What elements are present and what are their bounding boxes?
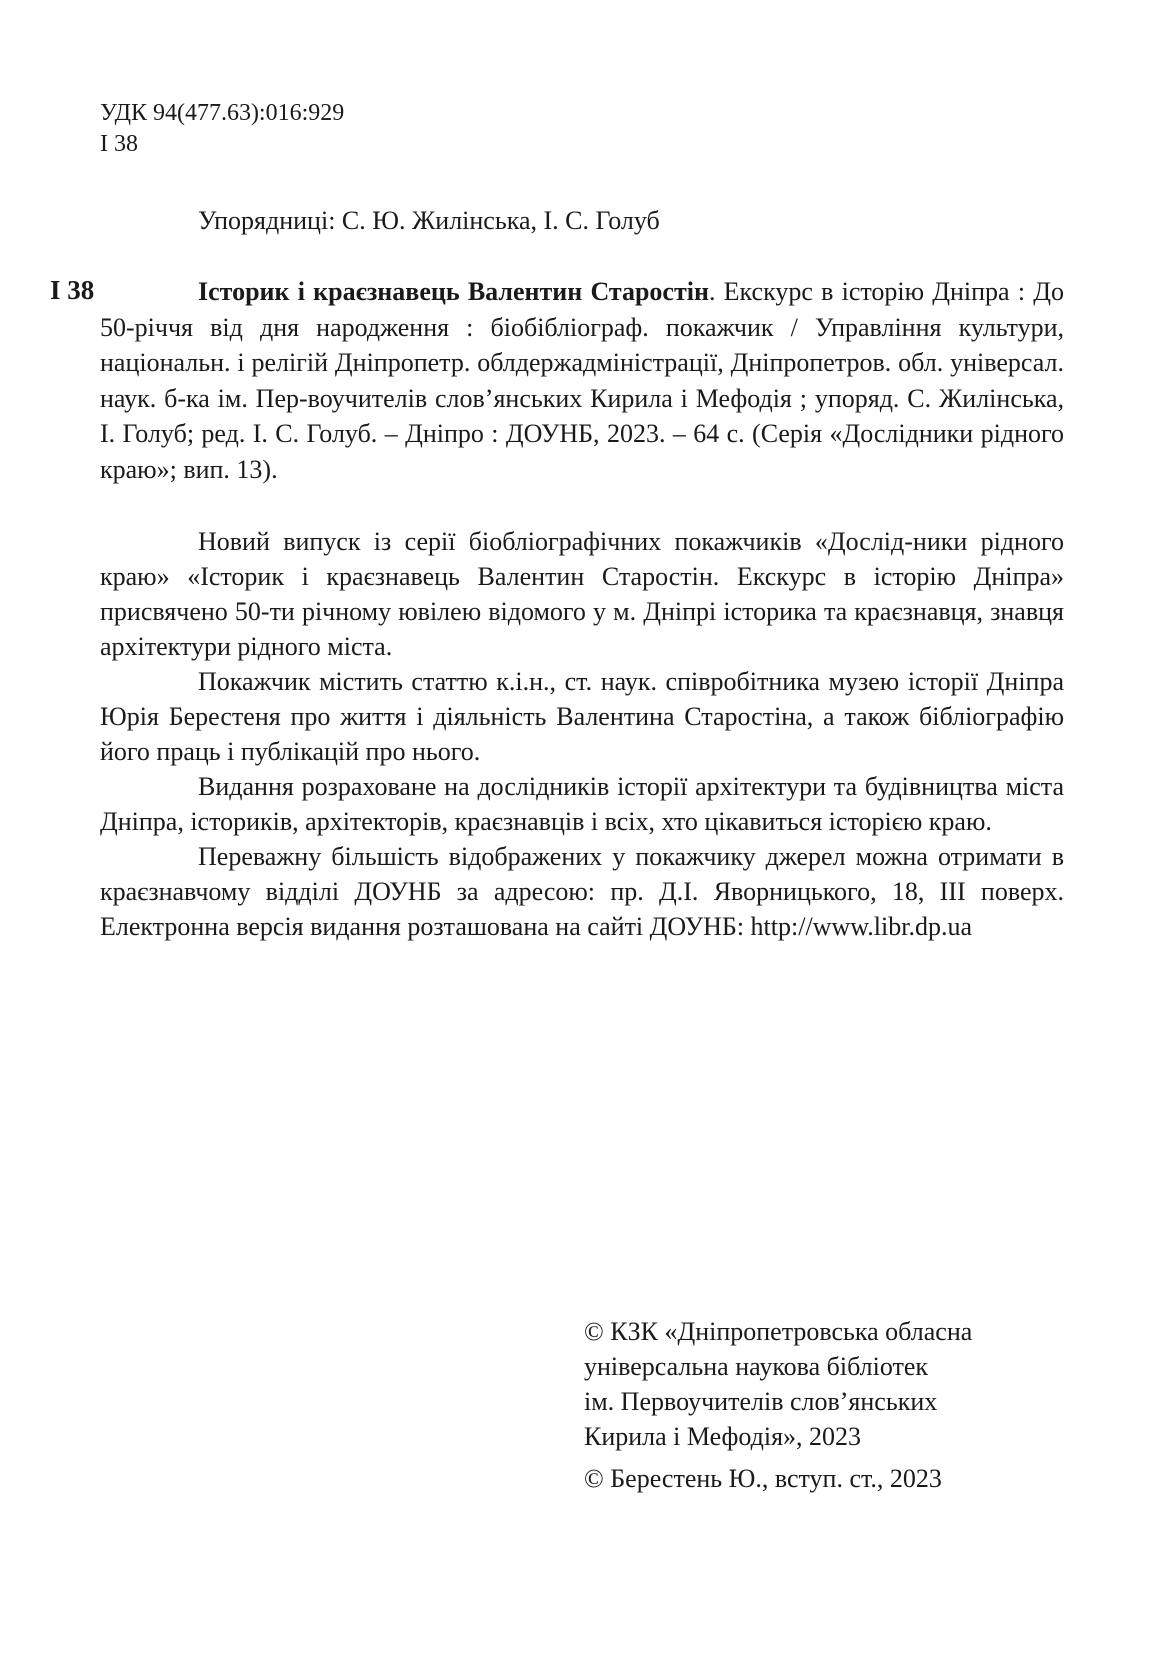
udc-block	[100, 98, 344, 160]
annotation-paragraph: Покажчик містить статтю к.і.н., ст. наук. співробітника музею історії Дніпра Юрія Берестеня про життя і діяльність Валентина Старостіна, а також бібліографію його праць і публікацій про нього.	[100, 667, 1064, 766]
udc-code: УДК 94(477.63):016:929	[100, 100, 345, 126]
bibliographic-record	[100, 274, 1064, 487]
record-title: Історик і краєзнавець Валентин Старостін	[198, 277, 709, 306]
annotation-paragraph: Новий випуск із серії біобліографічних покажчиків «Дослід-ники рідного краю» «Історик і краєзнавець Валентин Старостін. Екскурс в історію Дніпра» присвячено 50-ти річному ювілею відомого у м. Дніпрі історика та краєзнавця, знавця архітектури рідного міста.	[100, 527, 1064, 661]
compilers-line: Упорядниці: С. Ю. Жилінська, І. С. Голуб	[198, 206, 660, 235]
index-mark: І 38	[50, 275, 95, 305]
annotation	[100, 524, 1064, 944]
annotation-paragraph: Видання розраховане на дослідників історії архітектури та будівництва міста Дніпра, істориків, архітекторів, краєзнавців і всіх, хто цікавиться історією краю.	[100, 772, 1064, 836]
copyright-block	[584, 1314, 972, 1496]
copyright-library-line: універсальна наукова бібліотек	[584, 1352, 929, 1381]
copyright-author-line: © Берестень Ю., вступ. ст., 2023	[584, 1464, 942, 1493]
record-details: . Екскурс в історію Дніпра : До 50-річчя від дня народження : біобібліограф. покажчик / Управління культури, національн. і релігій Дніпропетр. облдержадміністрації, Дніпропетров. обл. універсал. наук. б-ка ім. Пер-воучителів слов’янських Кирила і Мефодія ; упоряд. С. Жилінська, І. Голуб; ред. І. С. Голуб. – Дніпро : ДОУНБ, 2023. – 64 с. (Серія «Дослідники рідного краю»; вип. 13).	[100, 277, 1064, 484]
annotation-paragraph: Переважну більшість відображених у покажчику джерел можна отримати в краєзнавчому відділі ДОУНБ за адресою: пр. Д.І. Яворницького, 18, ІІІ поверх. Електронна версія видання розташована на сайті ДОУНБ: http://www.libr.dp.ua	[100, 842, 1064, 941]
copyright-library-line: Кирила і Мефодія», 2023	[584, 1422, 862, 1451]
copyright-library-line: ім. Первоучителів слов’янських	[584, 1387, 938, 1416]
copyright-library-line: © КЗК «Дніпропетровська обласна	[584, 1317, 973, 1346]
author-mark: І 38	[100, 131, 138, 157]
